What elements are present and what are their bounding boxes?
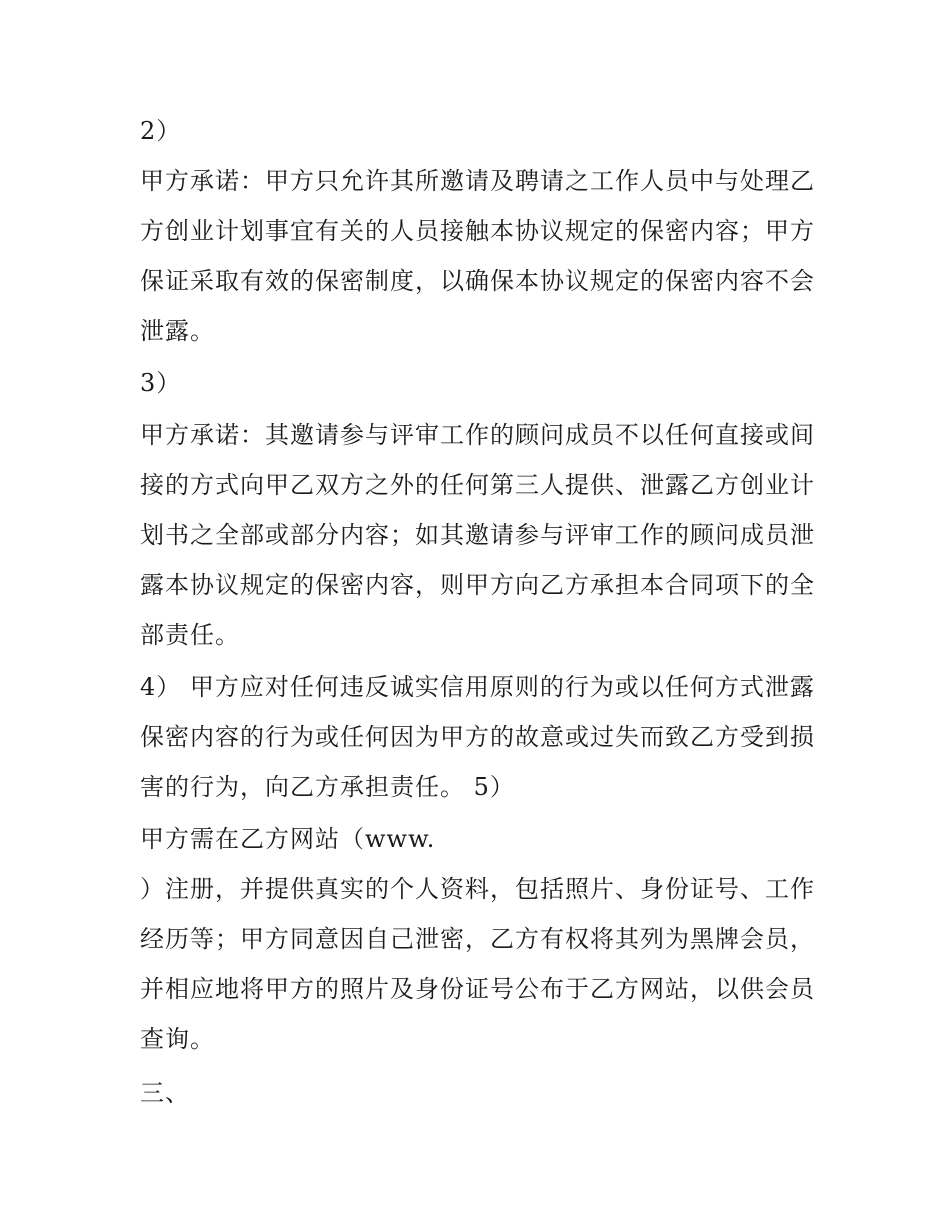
text-line-4: 保证采取有效的保密制度，以确保本协议规定的保密内容不会 [140,267,815,295]
text-line-13: 保密内容的行为或任何因为甲方的故意或过失而致乙方受到损 [140,723,815,751]
text-line-1: 2） [140,117,182,145]
text-line-2: 甲方承诺：甲方只允许其所邀请及聘请之工作人员中与处理乙 [140,167,815,195]
text-line-7: 甲方承诺：其邀请参与评审工作的顾问成员不以任何直接或间 [140,421,815,449]
text-line-10: 露本协议规定的保密内容，则甲方向乙方承担本合同项下的全 [140,571,815,599]
text-line-16: ）注册，并提供真实的个人资料，包括照片、身份证号、工作 [140,875,815,903]
text-line-3: 方创业计划事宜有关的人员接触本协议规定的保密内容；甲方 [140,217,815,245]
text-line-6: 3） [140,369,182,397]
text-line-18: 并相应地将甲方的照片及身份证号公布于乙方网站，以供会员 [140,975,815,1003]
text-line-15: 甲方需在乙方网站（www. [140,825,436,853]
text-line-9: 划书之全部或部分内容；如其邀请参与评审工作的顾问成员泄 [140,521,815,549]
text-line-11: 部责任。 [140,621,240,649]
text-line-8: 接的方式向甲乙双方之外的任何第三人提供、泄露乙方创业计 [140,471,815,499]
text-line-19: 查询。 [140,1025,215,1053]
text-line-20: 三、 [140,1079,190,1107]
text-line-5: 泄露。 [140,317,215,345]
text-line-17: 经历等；甲方同意因自己泄密，乙方有权将其列为黑牌会员， [140,925,815,953]
text-line-12: 4） 甲方应对任何违反诚实信用原则的行为或以任何方式泄露 [140,673,815,701]
text-line-14: 害的行为，向乙方承担责任。 5） [140,773,515,801]
